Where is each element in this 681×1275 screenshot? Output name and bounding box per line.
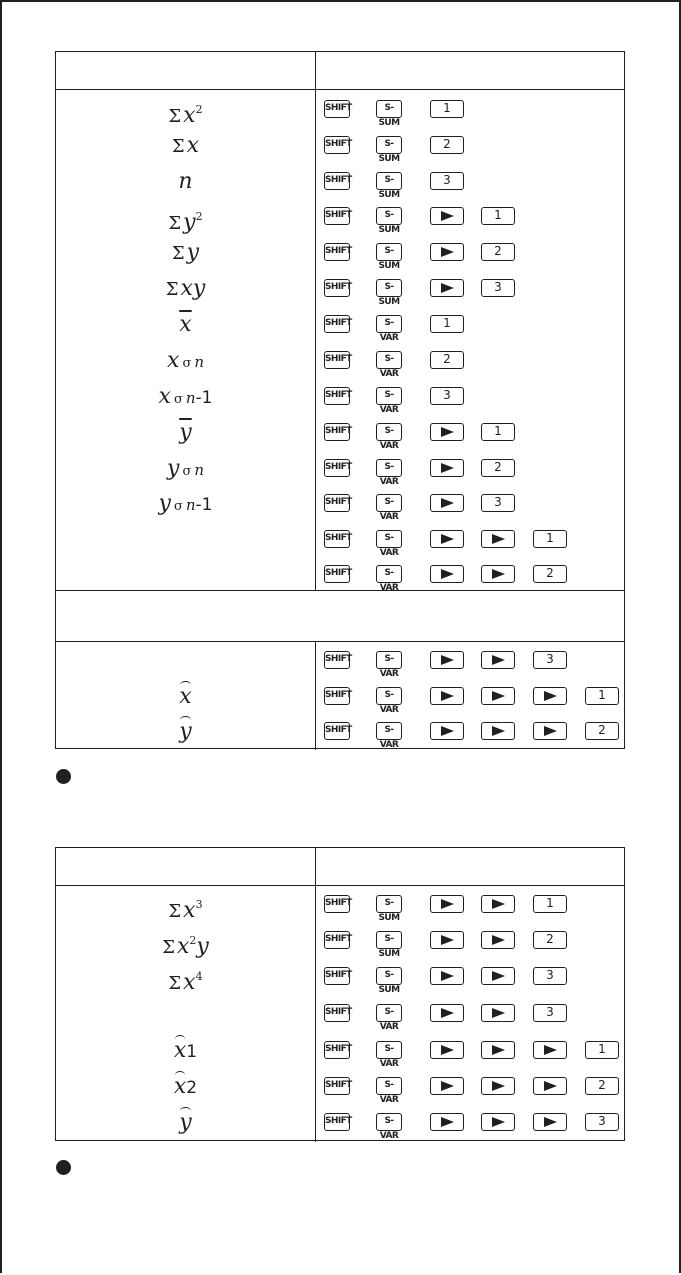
right-arrow-key [481, 1004, 515, 1022]
right-arrow-icon [441, 1081, 454, 1091]
right-arrow-icon [441, 569, 454, 579]
shift-key: SHIFT [324, 931, 350, 949]
right-arrow-key [430, 1113, 464, 1131]
right-arrow-key [481, 967, 515, 985]
right-arrow-key [430, 651, 464, 669]
right-arrow-key [430, 1041, 464, 1059]
right-arrow-icon [441, 655, 454, 665]
statistic-symbol: x [179, 684, 192, 709]
right-arrow-key [430, 459, 464, 477]
s-sum-key: S-SUM [376, 931, 402, 949]
statistic-symbol: $\Sigma x^4$ [168, 970, 203, 995]
s-var-key: S-VAR [376, 1041, 402, 1059]
s-var-key: S-VAR [376, 565, 402, 583]
shift-key: SHIFT [324, 423, 350, 441]
shift-key: SHIFT [324, 722, 350, 740]
right-arrow-key [430, 279, 464, 297]
number-key-2: 2 [585, 722, 619, 740]
right-arrow-key [481, 1113, 515, 1131]
right-arrow-key [430, 931, 464, 949]
number-key-3: 3 [585, 1113, 619, 1131]
right-arrow-key [430, 565, 464, 583]
statistics-table-sd-reg [55, 51, 625, 749]
right-arrow-key [533, 687, 567, 705]
right-arrow-key [430, 423, 464, 441]
number-key-2: 2 [481, 243, 515, 261]
shift-key: SHIFT [324, 351, 350, 369]
number-key-1: 1 [533, 530, 567, 548]
statistic-symbol [56, 647, 315, 675]
table1-row [56, 239, 626, 271]
s-var-key: S-VAR [376, 423, 402, 441]
header-divider [56, 885, 624, 886]
right-arrow-key [481, 1041, 515, 1059]
right-arrow-key [430, 530, 464, 548]
number-key-1: 1 [533, 895, 567, 913]
right-arrow-key [481, 651, 515, 669]
right-arrow-icon [492, 691, 505, 701]
number-key-3: 3 [481, 279, 515, 297]
s-var-key: S-VAR [376, 1113, 402, 1131]
statistic-symbol: $\Sigma x^2y$ [162, 934, 209, 959]
number-key-2: 2 [533, 931, 567, 949]
s-sum-key: S-SUM [376, 895, 402, 913]
table1-row [56, 347, 626, 379]
s-var-key: S-VAR [376, 315, 402, 333]
statistic-symbol: yσ n [167, 456, 204, 481]
right-arrow-key [533, 1077, 567, 1095]
table1-row [56, 203, 626, 235]
shift-key: SHIFT [324, 207, 350, 225]
shift-key: SHIFT [324, 565, 350, 583]
right-arrow-key [533, 1041, 567, 1059]
table1-row [56, 526, 626, 558]
right-arrow-icon [544, 1117, 557, 1127]
number-key-2: 2 [533, 565, 567, 583]
number-key-1: 1 [481, 207, 515, 225]
table1-row [56, 96, 626, 128]
right-arrow-icon [544, 691, 557, 701]
table1-row [56, 168, 626, 200]
statistic-symbol: x1 [173, 1038, 198, 1063]
right-arrow-key [430, 967, 464, 985]
right-arrow-icon [441, 283, 454, 293]
statistic-symbol [56, 561, 315, 589]
table1-row [56, 311, 626, 343]
s-sum-key: S-SUM [376, 207, 402, 225]
right-arrow-key [430, 687, 464, 705]
right-arrow-key [481, 687, 515, 705]
s-sum-key: S-SUM [376, 243, 402, 261]
number-key-1: 1 [430, 315, 464, 333]
right-arrow-icon [441, 1008, 454, 1018]
shift-key: SHIFT [324, 967, 350, 985]
shift-key: SHIFT [324, 1113, 350, 1131]
right-arrow-icon [492, 1117, 505, 1127]
number-key-2: 2 [430, 351, 464, 369]
right-arrow-icon [441, 247, 454, 257]
right-arrow-icon [544, 726, 557, 736]
statistic-symbol: Σy [171, 240, 200, 265]
right-arrow-key [481, 565, 515, 583]
s-var-key: S-VAR [376, 387, 402, 405]
shift-key: SHIFT [324, 315, 350, 333]
right-arrow-icon [441, 971, 454, 981]
statistic-symbol: $\Sigma x^3$ [168, 898, 203, 923]
table1-row [56, 275, 626, 307]
statistics-table-quad-reg [55, 847, 625, 1141]
table2-row [56, 1109, 626, 1141]
right-arrow-icon [441, 1117, 454, 1127]
s-var-key: S-VAR [376, 1004, 402, 1022]
statistic-symbol: $\Sigma x^2$ [168, 103, 203, 128]
s-var-key: S-VAR [376, 351, 402, 369]
number-key-1: 1 [585, 1041, 619, 1059]
right-arrow-icon [492, 899, 505, 909]
right-arrow-key [430, 1004, 464, 1022]
right-arrow-key [481, 722, 515, 740]
table2-row [56, 1000, 626, 1032]
right-arrow-key [430, 895, 464, 913]
right-arrow-key [481, 1077, 515, 1095]
s-var-key: S-VAR [376, 722, 402, 740]
right-arrow-icon [492, 1081, 505, 1091]
s-sum-key: S-SUM [376, 136, 402, 154]
statistic-symbol: Σxy [165, 276, 206, 301]
right-arrow-icon [492, 655, 505, 665]
right-arrow-icon [441, 899, 454, 909]
shift-key: SHIFT [324, 1004, 350, 1022]
table1-row [56, 455, 626, 487]
number-key-1: 1 [430, 100, 464, 118]
right-arrow-icon [492, 726, 505, 736]
right-arrow-icon [492, 1045, 505, 1055]
table2-row [56, 1037, 626, 1069]
s-var-key: S-VAR [376, 530, 402, 548]
number-key-3: 3 [533, 651, 567, 669]
right-arrow-icon [544, 1045, 557, 1055]
right-arrow-icon [441, 935, 454, 945]
right-arrow-icon [544, 1081, 557, 1091]
header-divider [56, 89, 624, 90]
s-var-key: S-VAR [376, 687, 402, 705]
statistic-symbol: Σx [171, 133, 200, 158]
shift-key: SHIFT [324, 687, 350, 705]
table1-row [56, 647, 626, 679]
table1-row [56, 383, 626, 415]
number-key-3: 3 [481, 494, 515, 512]
right-arrow-key [533, 1113, 567, 1131]
statistic-symbol: xσ n [167, 348, 204, 373]
right-arrow-icon [492, 1008, 505, 1018]
shift-key: SHIFT [324, 1077, 350, 1095]
statistic-symbol: y [179, 719, 192, 744]
table2-row [56, 963, 626, 995]
bullet-icon [56, 769, 71, 784]
table1-row [56, 561, 626, 593]
table2-row [56, 927, 626, 959]
shift-key: SHIFT [324, 1041, 350, 1059]
right-arrow-key [430, 722, 464, 740]
table1-row [56, 490, 626, 522]
right-arrow-key [430, 243, 464, 261]
statistic-symbol: yσ n-1 [158, 491, 213, 516]
right-arrow-icon [492, 935, 505, 945]
statistic-symbol [56, 526, 315, 554]
right-arrow-icon [492, 569, 505, 579]
number-key-3: 3 [533, 967, 567, 985]
shift-key: SHIFT [324, 494, 350, 512]
right-arrow-icon [441, 1045, 454, 1055]
right-arrow-key [481, 931, 515, 949]
statistic-symbol: y [179, 1110, 192, 1135]
right-arrow-key [430, 1077, 464, 1095]
s-var-key: S-VAR [376, 494, 402, 512]
right-arrow-icon [441, 691, 454, 701]
table1-row [56, 419, 626, 451]
right-arrow-icon [492, 971, 505, 981]
s-sum-key: S-SUM [376, 100, 402, 118]
shift-key: SHIFT [324, 100, 350, 118]
s-var-key: S-VAR [376, 651, 402, 669]
shift-key: SHIFT [324, 530, 350, 548]
right-arrow-key [481, 895, 515, 913]
section-divider [56, 590, 624, 591]
statistic-symbol: n [178, 169, 193, 194]
shift-key: SHIFT [324, 459, 350, 477]
s-sum-key: S-SUM [376, 967, 402, 985]
statistic-symbol: $\overline{x}$ [179, 312, 192, 337]
number-key-2: 2 [481, 459, 515, 477]
s-var-key: S-VAR [376, 1077, 402, 1095]
statistic-symbol: $\overline{y}$ [179, 420, 192, 445]
shift-key: SHIFT [324, 651, 350, 669]
right-arrow-icon [441, 463, 454, 473]
bullet-icon [56, 1160, 71, 1175]
right-arrow-key [533, 722, 567, 740]
right-arrow-icon [441, 498, 454, 508]
shift-key: SHIFT [324, 243, 350, 261]
right-arrow-key [481, 530, 515, 548]
right-arrow-icon [492, 534, 505, 544]
right-arrow-icon [441, 427, 454, 437]
number-key-3: 3 [430, 387, 464, 405]
right-arrow-icon [441, 211, 454, 221]
shift-key: SHIFT [324, 895, 350, 913]
number-key-2: 2 [430, 136, 464, 154]
number-key-1: 1 [585, 687, 619, 705]
table1-row [56, 132, 626, 164]
shift-key: SHIFT [324, 136, 350, 154]
right-arrow-icon [441, 534, 454, 544]
statistic-symbol: x2 [173, 1074, 198, 1099]
number-key-2: 2 [585, 1077, 619, 1095]
table1-row [56, 718, 626, 750]
statistic-symbol: $\Sigma y^2$ [168, 210, 203, 235]
statistic-symbol [56, 1000, 315, 1028]
right-arrow-icon [441, 726, 454, 736]
table2-row [56, 891, 626, 923]
s-sum-key: S-SUM [376, 172, 402, 190]
statistic-symbol: xσ n-1 [158, 384, 213, 409]
table1-row [56, 683, 626, 715]
shift-key: SHIFT [324, 387, 350, 405]
s-sum-key: S-SUM [376, 279, 402, 297]
section-divider [56, 641, 624, 642]
shift-key: SHIFT [324, 279, 350, 297]
shift-key: SHIFT [324, 172, 350, 190]
right-arrow-key [430, 494, 464, 512]
number-key-3: 3 [533, 1004, 567, 1022]
number-key-1: 1 [481, 423, 515, 441]
right-arrow-key [430, 207, 464, 225]
table2-row [56, 1073, 626, 1105]
number-key-3: 3 [430, 172, 464, 190]
s-var-key: S-VAR [376, 459, 402, 477]
